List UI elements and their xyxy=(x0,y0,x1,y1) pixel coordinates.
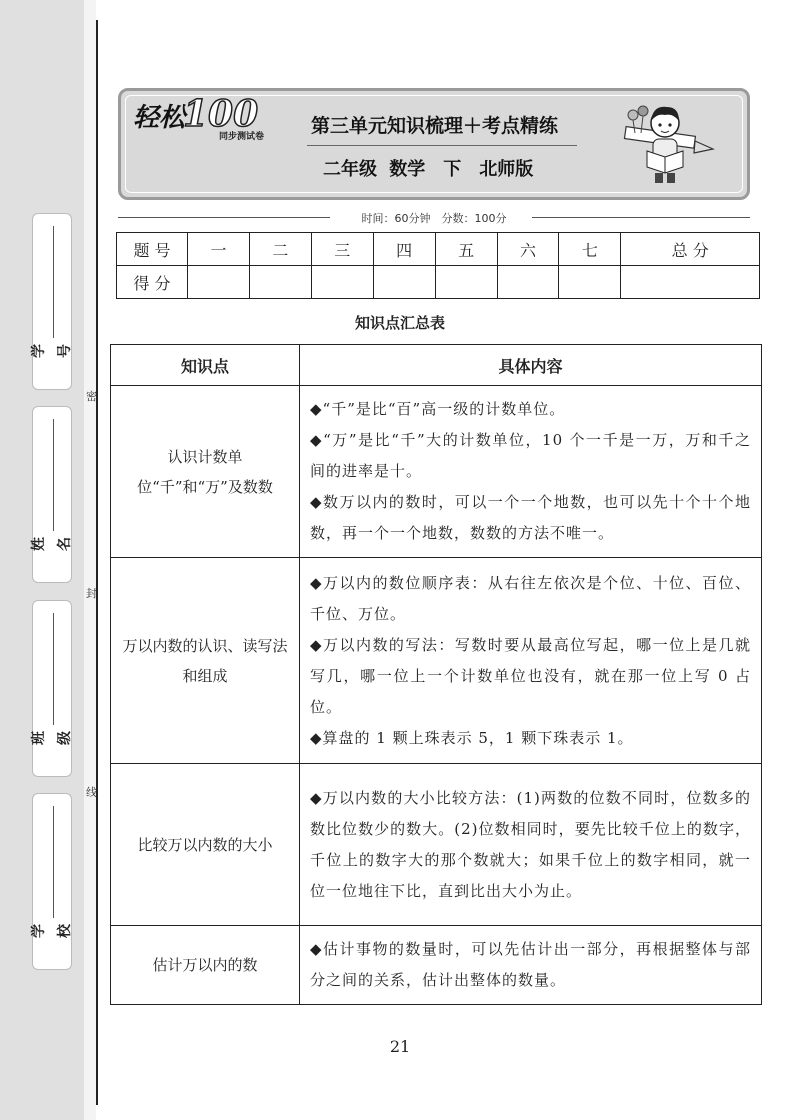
content-point: ◆万以内数的写法：写数时要从最高位写起，哪一位上是几就写几，哪一位上一个计数单位也没有，就在那一位上写 0 占位。 xyxy=(310,635,751,716)
score-header-row xyxy=(117,233,760,266)
score-header-cell: 一 xyxy=(188,233,250,266)
summary-row xyxy=(111,386,762,558)
score-header-cell: 七 xyxy=(559,233,621,266)
title-divider xyxy=(307,145,577,146)
student-id-field[interactable] xyxy=(32,213,72,390)
score-header-cell: 二 xyxy=(249,233,311,266)
col-topic-header: 知识点 xyxy=(111,345,300,386)
reading-boy-icon xyxy=(617,97,727,189)
score-cell-total[interactable] xyxy=(621,266,760,299)
score-value-row xyxy=(117,266,760,299)
logo-number: 100 xyxy=(183,93,259,135)
class-field[interactable] xyxy=(32,600,72,777)
name-label: 姓 名 xyxy=(31,537,73,551)
logo-subtitle: 同步测试卷 xyxy=(219,132,265,142)
summary-row xyxy=(111,558,762,764)
col-content-header: 具体内容 xyxy=(300,345,762,386)
school-label: 学 校 xyxy=(31,924,73,938)
cut-mark-mi: 密 xyxy=(86,390,97,403)
binding-margin-edge xyxy=(84,0,96,1120)
time-score-bar xyxy=(118,209,750,227)
content-cell xyxy=(300,926,762,1005)
content-cell xyxy=(300,764,762,926)
summary-row xyxy=(111,926,762,1005)
score-header-cell: 六 xyxy=(497,233,559,266)
logo-text: 轻松 xyxy=(133,103,186,133)
page-number: 21 xyxy=(389,1037,411,1056)
score-header-cell: 四 xyxy=(373,233,435,266)
cut-mark-feng: 封 xyxy=(86,587,97,600)
content-point: ◆万以内数的大小比较方法：(1)两数的位数不同时，位数多的数比位数少的数大。(2)位数相同时，要先比较千位上的数字，千位上的数字大的那个数就大；如果千位上的数字相同，就一位一位地往下比，直到比出大小为止。 xyxy=(310,788,751,900)
score-header-cell: 总 分 xyxy=(621,233,760,266)
header-banner xyxy=(118,88,750,200)
score-cell[interactable] xyxy=(188,266,250,299)
summary-row xyxy=(111,764,762,926)
class-label: 班 级 xyxy=(31,731,73,745)
unit-title: 第三单元知识梳理＋考点精练 xyxy=(311,115,559,137)
score-table xyxy=(116,232,760,299)
topic-cell: 估计万以内的数 xyxy=(111,926,300,1005)
content-point: ◆数万以内的数时，可以一个一个地数，也可以先十个十个地数，再一个一个地数，数数的方法不唯一。 xyxy=(310,493,751,542)
score-row-label: 得 分 xyxy=(117,266,188,299)
content-point: ◆估计事物的数量时，可以先估计出一部分，再根据整体与部分之间的关系，估计出整体的数量。 xyxy=(310,940,751,989)
score-cell[interactable] xyxy=(559,266,621,299)
score-cell[interactable] xyxy=(249,266,311,299)
content-point: ◆“千”是比“百”高一级的计数单位。 xyxy=(310,400,566,418)
score-cell[interactable] xyxy=(497,266,559,299)
topic-cell: 万以内数的认识、读写法和组成 xyxy=(111,558,300,764)
topic-cell: 比较万以内数的大小 xyxy=(111,764,300,926)
content-point: ◆“万”是比“千”大的计数单位，10 个一千是一万，万和千之间的进率是十。 xyxy=(310,431,751,480)
school-field[interactable] xyxy=(32,793,72,970)
score-header-cell: 五 xyxy=(435,233,497,266)
score-header-cell: 三 xyxy=(311,233,373,266)
score-cell[interactable] xyxy=(373,266,435,299)
time-score-text: 时间：60分钟 分数：100分 xyxy=(361,212,507,225)
content-cell xyxy=(300,386,762,558)
content-cell xyxy=(300,558,762,764)
content-point: ◆万以内的数位顺序表：从右往左依次是个位、十位、百位、千位、万位。 xyxy=(310,573,751,623)
score-header-cell: 题 号 xyxy=(117,233,188,266)
knowledge-summary-table xyxy=(110,344,762,1005)
content-point: ◆算盘的 1 颗上珠表示 5，1 颗下珠表示 1。 xyxy=(310,728,634,747)
grade-subtitle: 二年级 数学 下 北师版 xyxy=(323,159,534,180)
score-cell[interactable] xyxy=(311,266,373,299)
summary-header-row xyxy=(111,345,762,386)
cut-mark-xian: 线 xyxy=(86,786,97,799)
summary-title: 知识点汇总表 xyxy=(354,314,445,332)
name-field[interactable] xyxy=(32,406,72,583)
topic-cell: 认识计数单位“千”和“万”及数数 xyxy=(111,386,300,558)
score-cell[interactable] xyxy=(435,266,497,299)
binding-line xyxy=(96,20,98,1105)
student-id-label: 学 号 xyxy=(31,344,73,358)
